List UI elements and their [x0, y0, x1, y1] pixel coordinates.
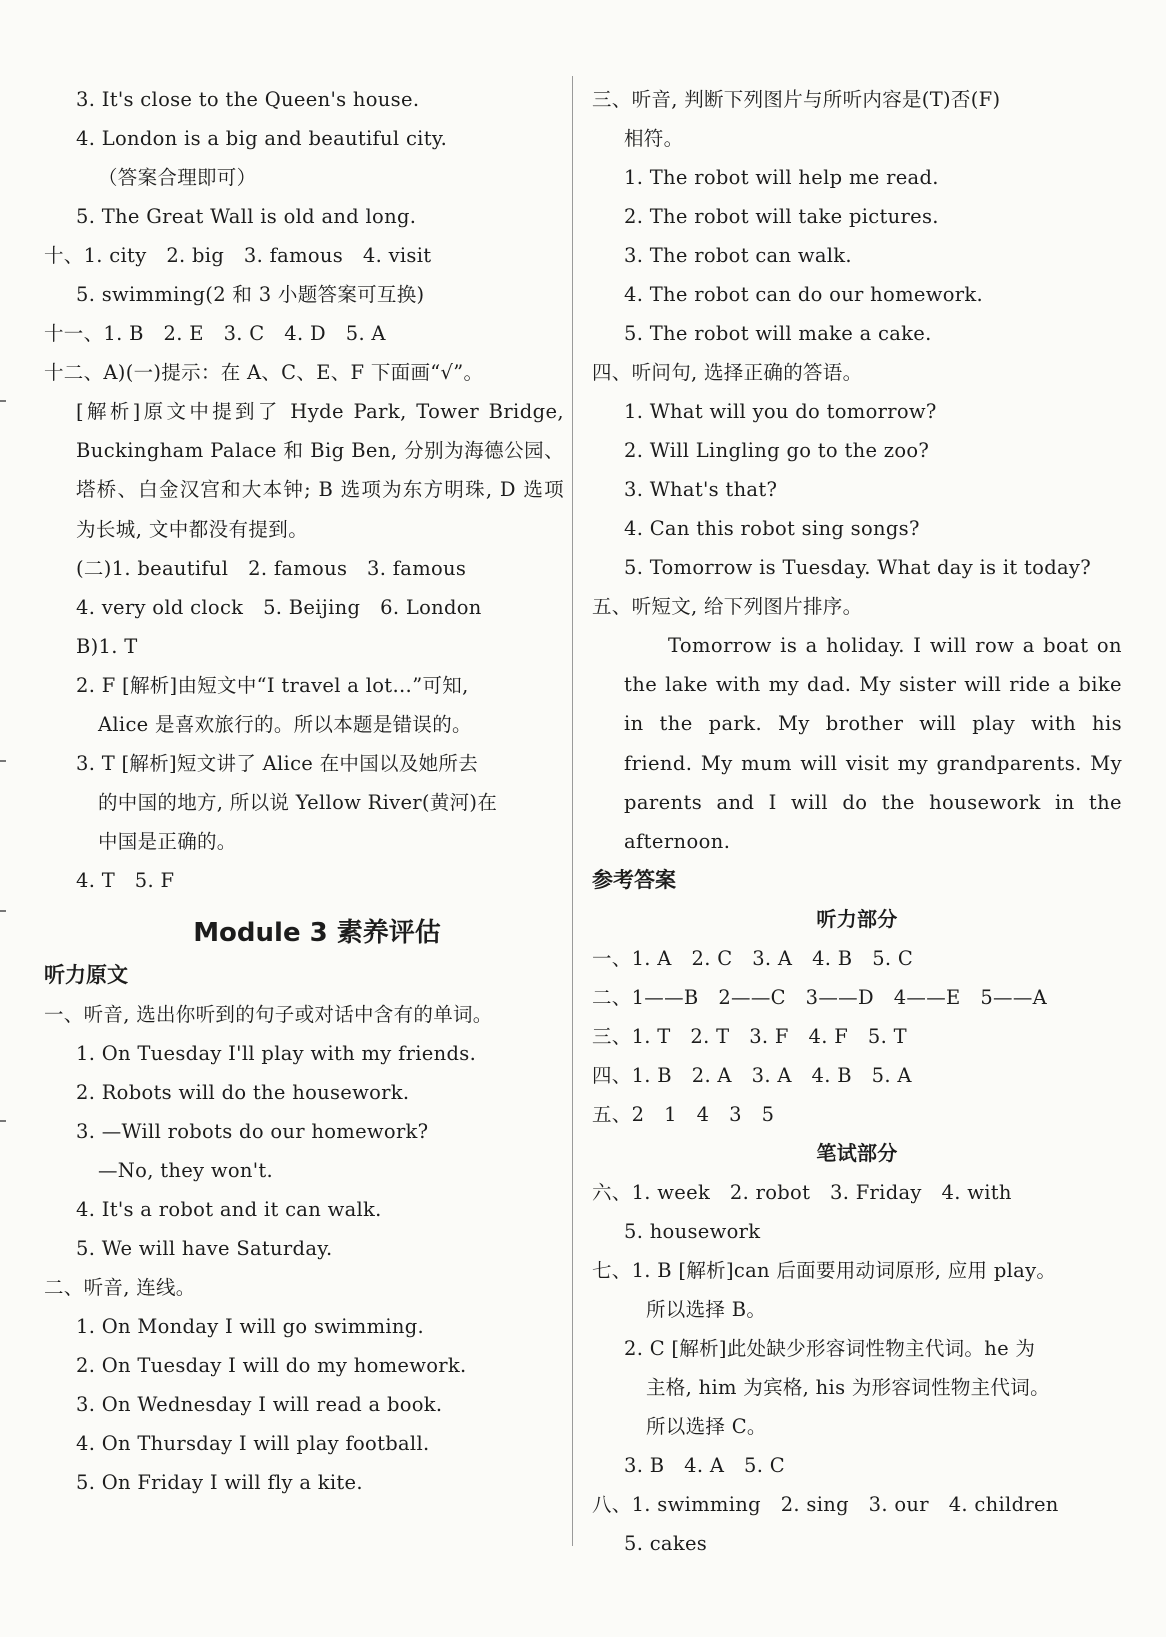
- answer-line: 主格, him 为宾格, his 为形容词性物主代词。: [646, 1376, 1050, 1400]
- answer-line: (二)1. beautiful 2. famous 3. famous: [76, 556, 467, 580]
- answer-line: 十、1. city 2. big 3. famous 4. visit: [44, 244, 432, 267]
- answer-line: 五、2 1 4 3 5: [592, 1103, 775, 1127]
- script-line: 5. On Friday I will fly a kite.: [76, 1470, 363, 1494]
- script-line: 1. What will you do tomorrow?: [624, 400, 937, 423]
- right-column: [592, 80, 1122, 1563]
- answer-line: 4. T 5. F: [76, 868, 175, 892]
- answer-line: 中国是正确的。: [98, 829, 237, 853]
- script-line: 3. —Will robots do our homework?: [76, 1119, 429, 1143]
- answer-line: 一、1. A 2. C 3. A 4. B 5. C: [592, 947, 914, 971]
- script-line: 4. On Thursday I will play football.: [76, 1431, 430, 1455]
- script-line: —No, they won't.: [98, 1158, 274, 1182]
- listening-text-heading: 听力原文: [44, 962, 128, 987]
- section-title-cont: 相符。: [624, 127, 684, 150]
- answer-line: 3. It's close to the Queen's house.: [76, 88, 420, 111]
- written-part-heading: 笔试部分: [816, 1141, 898, 1166]
- answer-line: 七、1. B [解析]can 后面要用动词原形, 应用 play。: [592, 1259, 1057, 1283]
- answer-line: 所以选择 C。: [646, 1415, 767, 1439]
- column-divider: [572, 76, 573, 1546]
- script-line: 5. The robot will make a cake.: [624, 322, 932, 345]
- script-line: 4. Can this robot sing songs?: [624, 517, 920, 540]
- section-title: 四、听问句, 选择正确的答语。: [592, 361, 863, 384]
- reference-answers-heading: 参考答案: [592, 868, 676, 893]
- answer-line: 3. B 4. A 5. C: [624, 1454, 785, 1478]
- answer-line: 2. F [解析]由短文中“I travel a lot…”可知,: [76, 673, 469, 697]
- script-line: 1. The robot will help me read.: [624, 166, 939, 189]
- answer-line: 十一、1. B 2. E 3. C 4. D 5. A: [44, 322, 386, 345]
- section-title: 一、听音, 选出你听到的句子或对话中含有的单词。: [44, 1002, 493, 1026]
- script-line: 2. On Tuesday I will do my homework.: [76, 1353, 467, 1377]
- script-line: 3. On Wednesday I will read a book.: [76, 1392, 443, 1416]
- module-title: Module 3 素养评估: [193, 917, 441, 948]
- answer-line: Alice 是喜欢旅行的。所以本题是错误的。: [98, 712, 472, 736]
- answer-line: 5. cakes: [624, 1532, 708, 1556]
- answer-line: 八、1. swimming 2. sing 3. our 4. children: [592, 1493, 1059, 1517]
- answer-line: 二、1——B 2——C 3——D 4——E 5——A: [592, 986, 1048, 1010]
- answer-line: 四、1. B 2. A 3. A 4. B 5. A: [592, 1064, 912, 1088]
- left-column: [44, 80, 564, 1502]
- section-title: 三、听音, 判断下列图片与所听内容是(T)否(F): [592, 88, 1001, 111]
- answer-line: 4. very old clock 5. Beijing 6. London: [76, 595, 482, 619]
- answer-line: 十二、A)(一)提示：在 A、C、E、F 下面画“√”。: [44, 361, 484, 384]
- script-line: 2. Will Lingling go to the zoo?: [624, 439, 930, 462]
- script-line: 3. What's that?: [624, 478, 778, 501]
- answer-line: 5. The Great Wall is old and long.: [76, 205, 417, 228]
- edge-mark: [0, 760, 6, 762]
- edge-mark: [0, 1120, 6, 1122]
- passage: Tomorrow is a holiday. I will row a boat on the lake with my dad. My sister will ride a bike in the park. My brother will play with his friend. My mum will visit my grandparents. My parents and I will do the housework in the afternoon.: [624, 634, 1122, 854]
- answer-line: 3. T [解析]短文讲了 Alice 在中国以及她所去: [76, 751, 479, 775]
- script-line: 5. We will have Saturday.: [76, 1236, 333, 1260]
- answer-note: （答案合理即可）: [98, 166, 257, 189]
- answer-line: 的中国的地方, 所以说 Yellow River(黄河)在: [98, 790, 498, 814]
- answer-line: 5. swimming(2 和 3 小题答案可互换): [76, 283, 425, 306]
- script-line: 1. On Monday I will go swimming.: [76, 1314, 425, 1338]
- script-line: 3. The robot can walk.: [624, 244, 852, 267]
- script-line: 2. The robot will take pictures.: [624, 205, 939, 228]
- edge-mark: [0, 400, 6, 402]
- listening-part-heading: 听力部分: [816, 907, 898, 932]
- script-line: 2. Robots will do the housework.: [76, 1080, 410, 1104]
- script-line: 4. It's a robot and it can walk.: [76, 1197, 382, 1221]
- answer-line: 4. London is a big and beautiful city.: [76, 127, 448, 150]
- analysis-paragraph: [解析]原文中提到了 Hyde Park, Tower Bridge, Buckingham Palace 和 Big Ben, 分别为海德公园、塔桥、白金汉宫和大本钟; B 选项为东方明珠, D 选项为长城, 文中都没有提到。: [76, 400, 564, 541]
- answer-line: 六、1. week 2. robot 3. Friday 4. with: [592, 1181, 1012, 1205]
- answer-line: 5. housework: [624, 1220, 761, 1244]
- script-line: 4. The robot can do our homework.: [624, 283, 983, 306]
- answer-line: 2. C [解析]此处缺少形容词性物主代词。he 为: [624, 1337, 1036, 1361]
- edge-mark: [0, 910, 6, 912]
- answer-line: 所以选择 B。: [646, 1298, 767, 1322]
- script-line: 5. Tomorrow is Tuesday. What day is it today?: [624, 556, 1091, 579]
- answer-line: B)1. T: [76, 634, 138, 658]
- script-line: 1. On Tuesday I'll play with my friends.: [76, 1041, 477, 1065]
- answer-line: 三、1. T 2. T 3. F 4. F 5. T: [592, 1025, 907, 1049]
- section-title: 五、听短文, 给下列图片排序。: [592, 595, 863, 618]
- section-title: 二、听音, 连线。: [44, 1275, 196, 1299]
